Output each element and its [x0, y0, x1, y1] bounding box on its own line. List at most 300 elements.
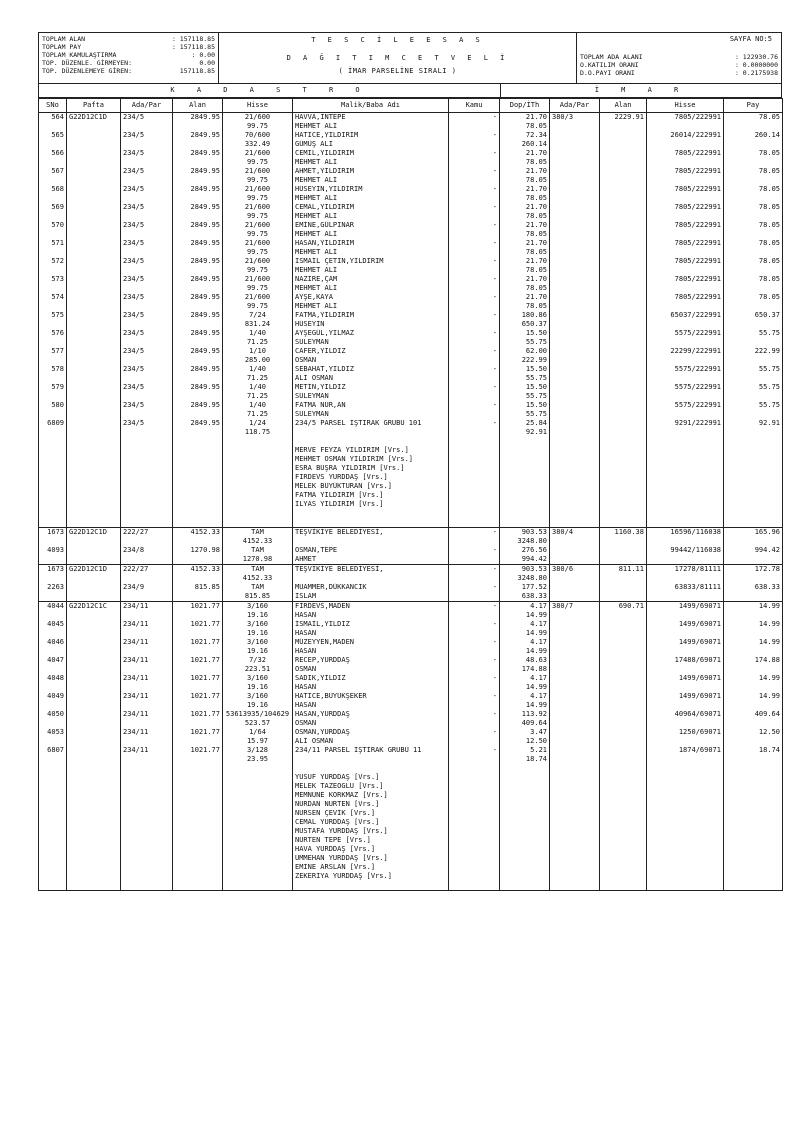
cell-imar-ada-par [550, 257, 600, 266]
cell-alan [173, 872, 223, 881]
total-value: : 0.00 [191, 51, 215, 59]
cell-imar-ada-par [550, 176, 600, 185]
column-header-kamu: Kamu [449, 99, 500, 113]
cell-dop: 21.70 [500, 293, 550, 302]
cell-sno [39, 509, 67, 518]
column-header-alan: Alan [173, 99, 223, 113]
cell-pafta [67, 419, 121, 428]
cell-dop: 260.14 [500, 140, 550, 149]
cell-alan: 2849.95 [173, 167, 223, 176]
cell-imar-alan [600, 365, 647, 374]
cell-hisse: 19.16 [223, 647, 293, 656]
cell-sno: 579 [39, 383, 67, 392]
cell-imar-alan [600, 674, 647, 683]
column-header-pay: Pay [724, 99, 783, 113]
cell-pafta [67, 221, 121, 230]
cell-imar-hisse [647, 782, 724, 791]
cell-pafta [67, 320, 121, 329]
cell-ada-par: 234/5 [121, 401, 173, 410]
cell-ada-par: 234/11 [121, 746, 173, 755]
cell-alan [173, 302, 223, 311]
table-row [39, 755, 783, 764]
cell-imar-alan [600, 131, 647, 140]
cell-ada-par: 234/5 [121, 167, 173, 176]
cell-dop [500, 845, 550, 854]
cell-pafta [67, 665, 121, 674]
cell-imar-alan [600, 818, 647, 827]
cell-alan: 2849.95 [173, 401, 223, 410]
cell-sno [39, 455, 67, 464]
cell-pay [724, 266, 783, 275]
cell-imar-alan [600, 881, 647, 891]
cell-pay [724, 356, 783, 365]
total-label: TOP. DÜZENLEMEYE GİREN: [42, 67, 133, 75]
cell-ada-par: 234/9 [121, 583, 173, 592]
cell-ada-par: 234/5 [121, 419, 173, 428]
total-value: 157118.85 [179, 67, 215, 75]
cell-sno [39, 518, 67, 528]
cell-imar-ada-par [550, 338, 600, 347]
cell-alan [173, 782, 223, 791]
cell-malik: NURSEN ÇEVİK [Vrs.] [293, 809, 449, 818]
table-row [39, 194, 783, 203]
table-row [39, 437, 783, 446]
cell-pafta [67, 194, 121, 203]
cell-sno [39, 428, 67, 437]
cell-ada-par [121, 176, 173, 185]
table-row [39, 854, 783, 863]
cell-malik: ESRA BÜŞRA YILDIRIM [Vrs.] [293, 464, 449, 473]
cell-kamu: - [449, 113, 500, 123]
cell-alan: 2849.95 [173, 185, 223, 194]
cell-alan [173, 338, 223, 347]
cell-alan: 1021.77 [173, 746, 223, 755]
table-row [39, 203, 783, 212]
cell-imar-hisse: 7805/222991 [647, 257, 724, 266]
table-row [39, 665, 783, 674]
cell-pay [724, 827, 783, 836]
cell-sno: 4049 [39, 692, 67, 701]
cell-alan: 2849.95 [173, 329, 223, 338]
cell-kamu [449, 140, 500, 149]
cell-imar-alan [600, 583, 647, 592]
table-row [39, 491, 783, 500]
cell-pafta [67, 392, 121, 401]
cell-kamu [449, 592, 500, 602]
cell-malik [293, 428, 449, 437]
cell-pay [724, 302, 783, 311]
cell-kamu: - [449, 149, 500, 158]
cell-malik: HAVA YURDDAŞ [Vrs.] [293, 845, 449, 854]
cell-malik: HÜSEYİN,YILDIRIM [293, 185, 449, 194]
cell-hisse: 99.75 [223, 230, 293, 239]
cell-ada-par: 234/5 [121, 221, 173, 230]
summary-value: : 0.2175938 [734, 69, 778, 77]
cell-sno: 4093 [39, 546, 67, 555]
cell-alan [173, 230, 223, 239]
cell-pay [724, 500, 783, 509]
cell-imar-hisse: 5575/222991 [647, 401, 724, 410]
cell-alan [173, 665, 223, 674]
cell-hisse: 1/10 [223, 347, 293, 356]
page-number: SAYFA NO:5 [729, 35, 772, 43]
cell-malik: MEHMET ALİ [293, 158, 449, 167]
table-row [39, 782, 783, 791]
cell-ada-par [121, 437, 173, 446]
cell-malik: ZEKERİYA YURDDAŞ [Vrs.] [293, 872, 449, 881]
cell-imar-ada-par [550, 555, 600, 565]
cell-hisse [223, 518, 293, 528]
cell-pafta [67, 491, 121, 500]
cell-ada-par: 234/5 [121, 257, 173, 266]
cell-alan [173, 194, 223, 203]
cell-ada-par [121, 356, 173, 365]
cell-dop [500, 773, 550, 782]
cell-kamu: - [449, 311, 500, 320]
cell-ada-par: 234/5 [121, 275, 173, 284]
cell-ada-par: 234/11 [121, 638, 173, 647]
cell-hisse: 285.00 [223, 356, 293, 365]
cell-sno [39, 845, 67, 854]
cell-pay [724, 737, 783, 746]
cell-pay: 55.75 [724, 365, 783, 374]
cell-dop [500, 836, 550, 845]
cell-pafta [67, 764, 121, 773]
cell-ada-par [121, 392, 173, 401]
table-row [39, 809, 783, 818]
cell-kamu: - [449, 239, 500, 248]
cell-alan [173, 809, 223, 818]
cell-malik: HASAN [293, 647, 449, 656]
cell-kamu [449, 410, 500, 419]
cell-pafta [67, 555, 121, 565]
table-row [39, 692, 783, 701]
cell-sno [39, 122, 67, 131]
cell-sno: 571 [39, 239, 67, 248]
cell-ada-par: 222/27 [121, 528, 173, 538]
total-row [42, 67, 215, 75]
cell-pafta [67, 212, 121, 221]
cell-hisse: 21/600 [223, 239, 293, 248]
cell-imar-alan [600, 302, 647, 311]
cell-imar-hisse: 7805/222991 [647, 167, 724, 176]
cell-imar-ada-par [550, 518, 600, 528]
cell-dop: 409.64 [500, 719, 550, 728]
cell-imar-hisse: 7805/222991 [647, 275, 724, 284]
cell-sno [39, 683, 67, 692]
cell-sno: 4048 [39, 674, 67, 683]
cell-imar-alan [600, 122, 647, 131]
cell-imar-hisse [647, 827, 724, 836]
cell-imar-alan [600, 455, 647, 464]
cell-sno: 4050 [39, 710, 67, 719]
cell-sno: 578 [39, 365, 67, 374]
cell-sno [39, 500, 67, 509]
cell-hisse: 831.24 [223, 320, 293, 329]
cell-pafta [67, 809, 121, 818]
cell-malik: İSMAİL,YILDIZ [293, 620, 449, 629]
cell-alan: 1021.77 [173, 602, 223, 612]
cell-hisse: 21/600 [223, 185, 293, 194]
cell-imar-ada-par [550, 791, 600, 800]
cell-sno: 1673 [39, 528, 67, 538]
cell-hisse [223, 455, 293, 464]
summary-row [580, 69, 778, 77]
cell-imar-alan [600, 755, 647, 764]
cell-imar-hisse [647, 248, 724, 257]
cell-imar-alan [600, 546, 647, 555]
cell-malik: METİN,YILDIZ [293, 383, 449, 392]
cell-imar-alan [600, 464, 647, 473]
cell-pay [724, 818, 783, 827]
cell-sno [39, 140, 67, 149]
cell-sno [39, 701, 67, 710]
cell-imar-hisse: 17488/69071 [647, 656, 724, 665]
cell-pay: 78.05 [724, 149, 783, 158]
cell-imar-hisse: 7805/222991 [647, 203, 724, 212]
cell-kamu [449, 338, 500, 347]
table-row [39, 537, 783, 546]
cell-kamu: - [449, 638, 500, 647]
cell-hisse: 99.75 [223, 212, 293, 221]
cell-imar-hisse [647, 491, 724, 500]
cell-malik: ÜMMEHAN YURDDAŞ [Vrs.] [293, 854, 449, 863]
cell-alan: 1021.77 [173, 620, 223, 629]
cell-imar-ada-par [550, 473, 600, 482]
cell-malik: FATMA NUR,AN [293, 401, 449, 410]
cell-pafta [67, 131, 121, 140]
cell-malik: CEMAL,YILDIRIM [293, 203, 449, 212]
cell-dop: 3248.80 [500, 574, 550, 583]
cell-imar-alan [600, 428, 647, 437]
cell-imar-hisse: 1499/69071 [647, 692, 724, 701]
cell-pay [724, 509, 783, 518]
table-header-row [39, 99, 783, 113]
cell-dop [500, 791, 550, 800]
cell-sno: 567 [39, 167, 67, 176]
cell-dop: 14.99 [500, 683, 550, 692]
cell-alan [173, 611, 223, 620]
cell-alan [173, 629, 223, 638]
cell-imar-ada-par [550, 401, 600, 410]
cell-imar-ada-par [550, 158, 600, 167]
cell-pay [724, 773, 783, 782]
cell-alan [173, 356, 223, 365]
cell-pay [724, 140, 783, 149]
cell-imar-ada-par: 380/4 [550, 528, 600, 538]
cell-imar-hisse [647, 854, 724, 863]
cell-alan: 1021.77 [173, 728, 223, 737]
cell-imar-ada-par [550, 122, 600, 131]
cell-dop [500, 854, 550, 863]
cell-pafta [67, 482, 121, 491]
cell-imar-ada-par [550, 185, 600, 194]
cell-imar-hisse: 7805/222991 [647, 149, 724, 158]
cell-kamu [449, 683, 500, 692]
cell-alan: 2849.95 [173, 203, 223, 212]
cell-pafta [67, 149, 121, 158]
cell-imar-ada-par [550, 773, 600, 782]
cell-sno [39, 464, 67, 473]
cell-kamu: - [449, 401, 500, 410]
cell-hisse: 3/160 [223, 620, 293, 629]
table-row [39, 863, 783, 872]
cell-ada-par [121, 629, 173, 638]
cell-imar-alan [600, 446, 647, 455]
cell-pafta [67, 293, 121, 302]
cell-imar-ada-par [550, 302, 600, 311]
cell-malik: MEHMET ALİ [293, 266, 449, 275]
cell-pay [724, 491, 783, 500]
cell-imar-alan [600, 203, 647, 212]
cell-ada-par [121, 863, 173, 872]
cell-alan [173, 818, 223, 827]
cell-sno [39, 854, 67, 863]
cell-kamu: - [449, 565, 500, 575]
cell-imar-ada-par [550, 881, 600, 891]
cell-imar-hisse: 99442/116038 [647, 546, 724, 555]
cell-dop [500, 782, 550, 791]
cell-dop: 14.99 [500, 611, 550, 620]
table-row [39, 872, 783, 881]
total-row [42, 51, 215, 59]
cell-hisse [223, 446, 293, 455]
summary-row [580, 53, 778, 61]
cell-pafta: G22D12C1C [67, 602, 121, 612]
cell-kamu [449, 473, 500, 482]
cell-ada-par: 234/5 [121, 149, 173, 158]
cell-imar-hisse [647, 356, 724, 365]
cell-pafta [67, 692, 121, 701]
cell-imar-ada-par [550, 674, 600, 683]
cell-ada-par: 234/5 [121, 131, 173, 140]
cell-ada-par [121, 809, 173, 818]
table-row [39, 881, 783, 891]
table-row [39, 149, 783, 158]
cell-hisse [223, 782, 293, 791]
cell-hisse: 118.75 [223, 428, 293, 437]
cell-alan [173, 683, 223, 692]
cell-ada-par [121, 518, 173, 528]
cell-dop: 174.88 [500, 665, 550, 674]
cell-hisse: 4152.33 [223, 537, 293, 546]
cell-pay: 222.99 [724, 347, 783, 356]
cell-pafta [67, 446, 121, 455]
imar-section-label: İ M A R [594, 86, 688, 94]
cell-sno: 6809 [39, 419, 67, 428]
cell-sno: 4046 [39, 638, 67, 647]
cell-sno [39, 755, 67, 764]
cell-imar-ada-par [550, 809, 600, 818]
cell-dop: 180.86 [500, 311, 550, 320]
cell-hisse: 99.75 [223, 176, 293, 185]
cell-hisse: 19.16 [223, 683, 293, 692]
cell-ada-par [121, 284, 173, 293]
cell-malik: FATMA,YILDIRIM [293, 311, 449, 320]
cell-imar-ada-par [550, 647, 600, 656]
cell-dop: 21.70 [500, 257, 550, 266]
cell-alan: 2849.95 [173, 311, 223, 320]
cell-hisse: 1/40 [223, 329, 293, 338]
table-row [39, 464, 783, 473]
cell-pafta [67, 410, 121, 419]
cell-alan: 2849.95 [173, 149, 223, 158]
table-row [39, 275, 783, 284]
cell-dop: 5.21 [500, 746, 550, 755]
table-row [39, 482, 783, 491]
cell-kamu [449, 629, 500, 638]
cell-imar-alan [600, 683, 647, 692]
cell-malik: FİRDEVS YURDDAŞ [Vrs.] [293, 473, 449, 482]
cell-imar-ada-par [550, 329, 600, 338]
cell-dop: 21.70 [500, 275, 550, 284]
cell-malik [293, 881, 449, 891]
cell-pay [724, 764, 783, 773]
cell-hisse [223, 764, 293, 773]
cell-imar-alan [600, 185, 647, 194]
cell-imar-alan [600, 809, 647, 818]
cell-pay: 78.05 [724, 185, 783, 194]
cell-imar-ada-par [550, 437, 600, 446]
cell-ada-par [121, 611, 173, 620]
cell-malik: AYŞE,KAYA [293, 293, 449, 302]
cell-imar-alan: 811.11 [600, 565, 647, 575]
cell-pay [724, 782, 783, 791]
cell-hisse [223, 791, 293, 800]
cell-kamu [449, 701, 500, 710]
total-label: TOPLAM KAMULAŞTIRMA [42, 51, 117, 59]
cell-hisse: 21/600 [223, 203, 293, 212]
cell-imar-ada-par [550, 638, 600, 647]
table-row [39, 473, 783, 482]
cell-dop [500, 482, 550, 491]
distribution-sheet [38, 32, 782, 891]
cell-sno: 564 [39, 113, 67, 123]
cell-kamu [449, 509, 500, 518]
cell-malik: MEHMET ALİ [293, 212, 449, 221]
cell-imar-alan [600, 782, 647, 791]
cell-imar-hisse [647, 647, 724, 656]
cell-pafta [67, 701, 121, 710]
cell-dop: 21.70 [500, 203, 550, 212]
cell-sno [39, 194, 67, 203]
cell-pafta [67, 836, 121, 845]
cell-sno [39, 574, 67, 583]
cell-hisse: 523.57 [223, 719, 293, 728]
cell-malik: HÜSEYİN [293, 320, 449, 329]
cell-kamu: - [449, 602, 500, 612]
cell-imar-alan [600, 194, 647, 203]
cell-hisse: 19.16 [223, 629, 293, 638]
cell-kamu: - [449, 275, 500, 284]
cell-kamu [449, 881, 500, 891]
cell-pay: 12.50 [724, 728, 783, 737]
cell-alan [173, 437, 223, 446]
cell-imar-hisse: 16596/116038 [647, 528, 724, 538]
cell-malik: MUSTAFA YURDDAŞ [Vrs.] [293, 827, 449, 836]
cell-kamu [449, 437, 500, 446]
cell-pafta [67, 710, 121, 719]
summary-value: : 0.0000000 [734, 61, 778, 69]
cell-imar-ada-par [550, 194, 600, 203]
cell-hisse [223, 818, 293, 827]
cell-kamu [449, 773, 500, 782]
cell-imar-alan [600, 854, 647, 863]
cell-imar-hisse [647, 809, 724, 818]
cell-pay: 165.96 [724, 528, 783, 538]
cell-alan [173, 392, 223, 401]
cell-ada-par: 234/5 [121, 347, 173, 356]
